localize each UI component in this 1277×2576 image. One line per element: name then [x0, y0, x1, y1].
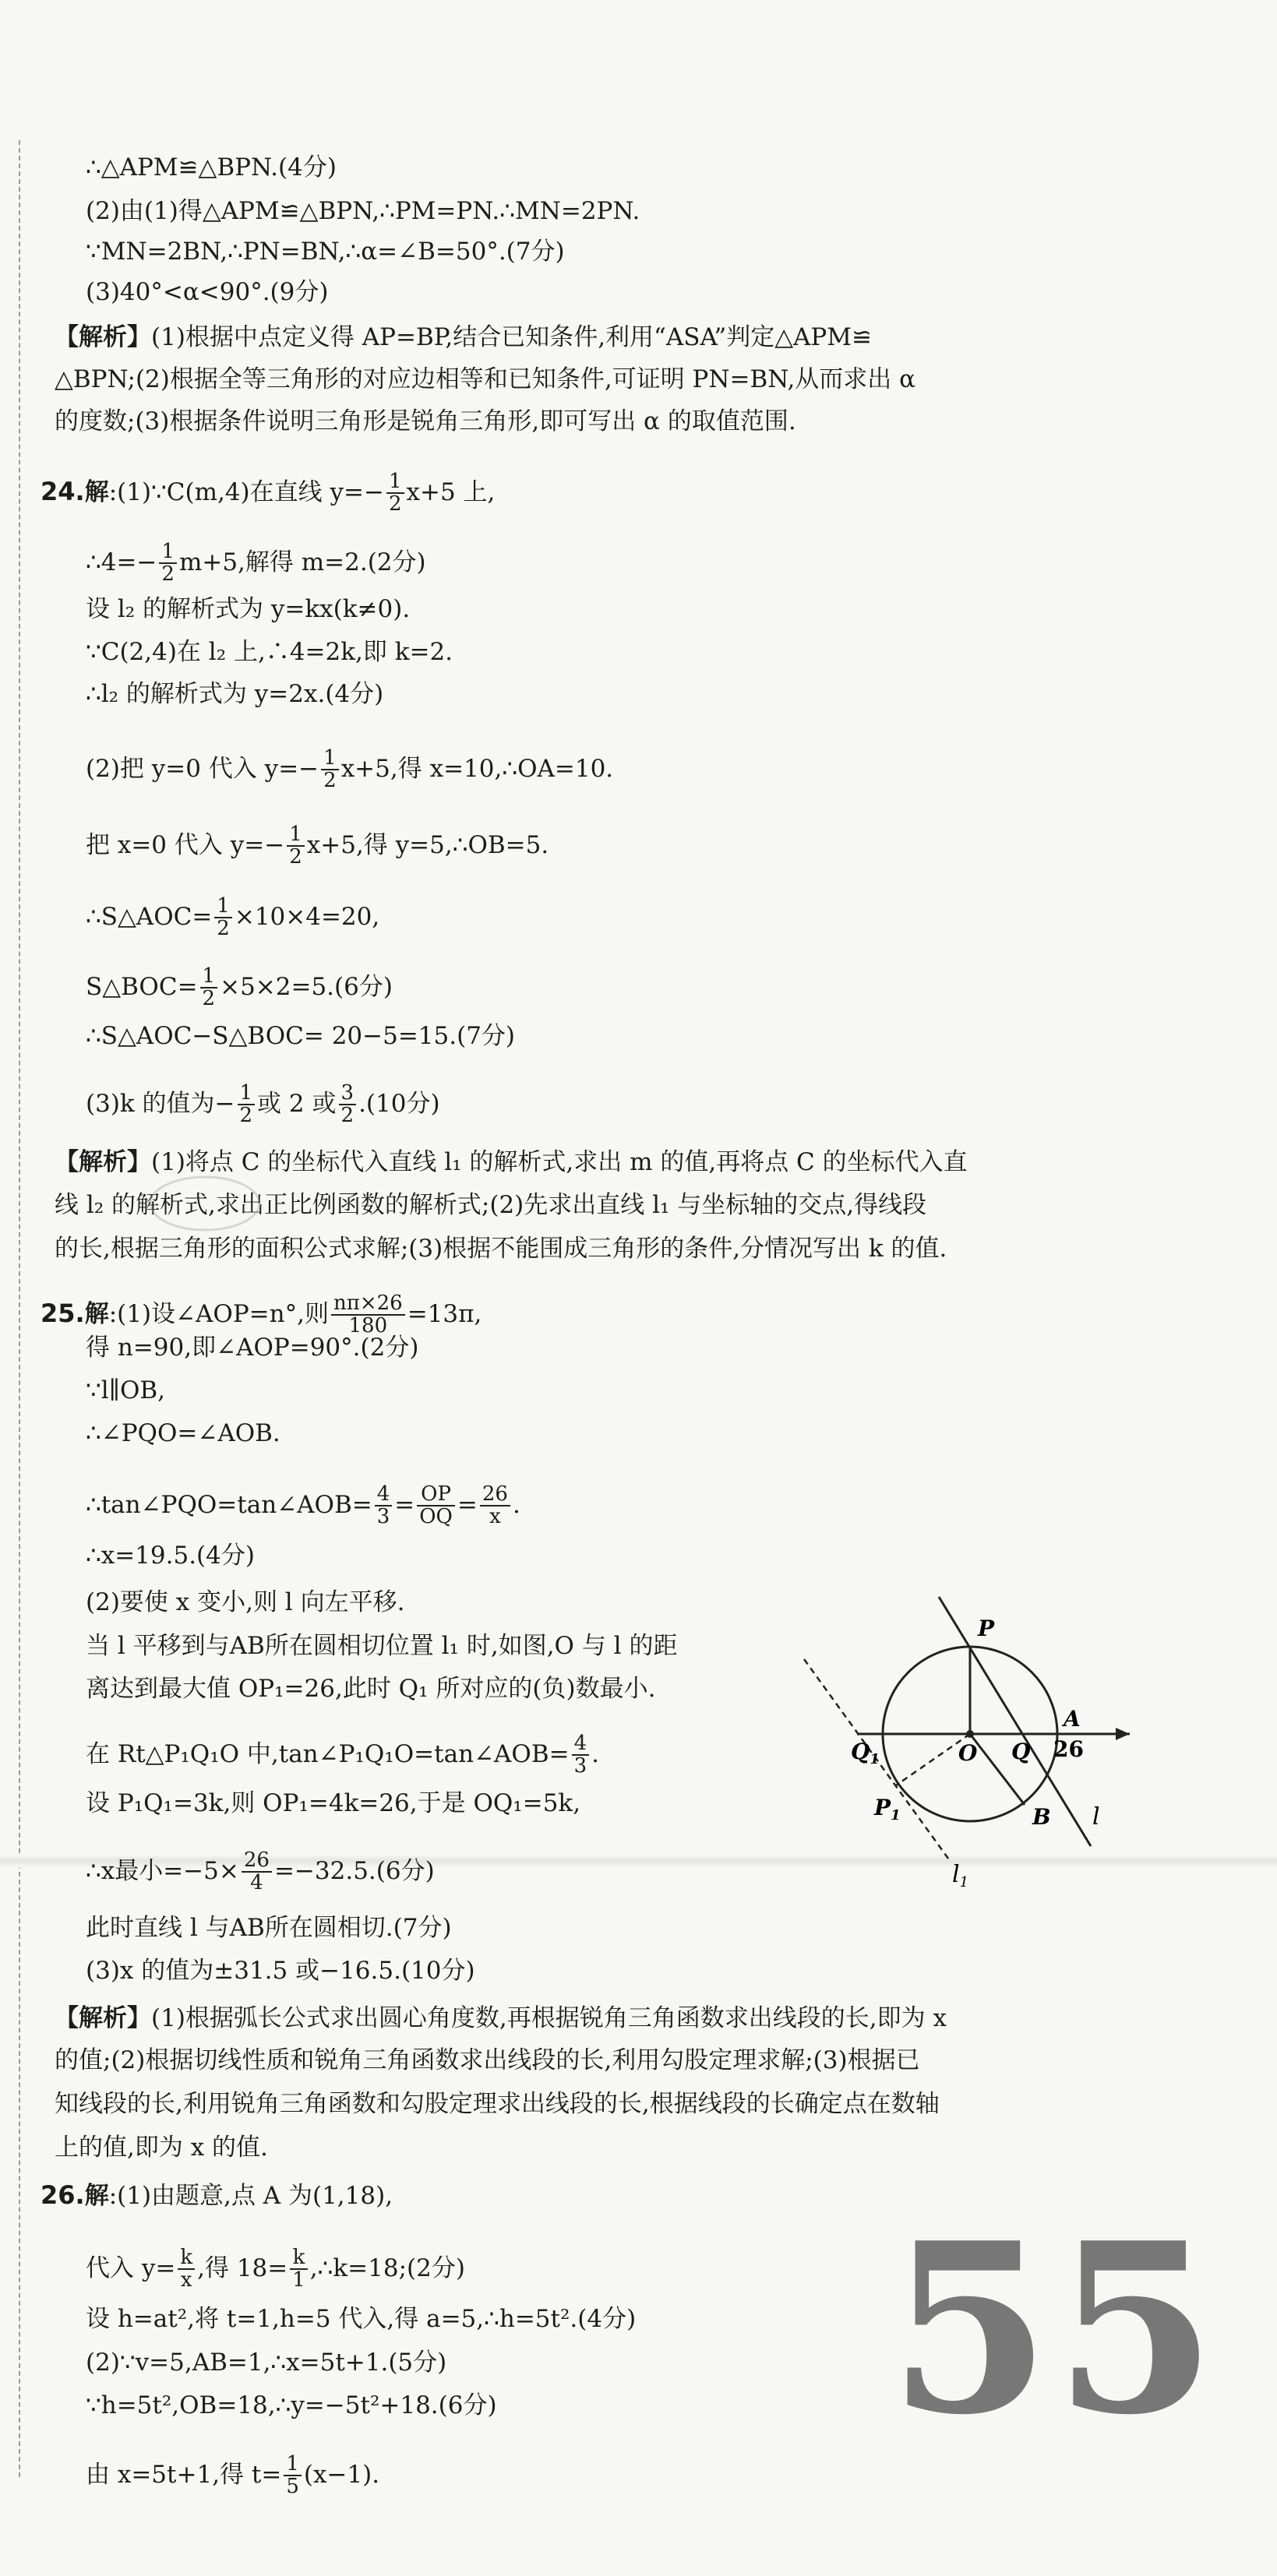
text-line: (3)40°<α<90°.(9分): [86, 278, 329, 306]
analysis-tag: 【解析】: [55, 323, 151, 351]
text-line: 由 x=5t+1,得 t= $\frac{1}{5}$ (x−1).: [86, 2452, 380, 2499]
text-line: 得 n=90,即∠AOP=90°.(2分): [86, 1334, 419, 1362]
label-l: l: [1092, 1803, 1100, 1831]
text-line: 【解析】(1)根据弧长公式求出圆心角度数,再根据锐角三角函数求出线段的长,即为 x: [55, 2004, 947, 2032]
text-line: 离达到最大值 OP₁=26,此时 Q₁ 所对应的(负)数最小.: [86, 1675, 656, 1703]
text-line: ∴tan∠PQO=tan∠AOB= $\frac{4}{3}$ = $\frac{OP}{OQ}$ = $\frac{26}{x}$ .: [86, 1482, 520, 1529]
text-line: (2)由(1)得△APM≌△BPN,∴PM=PN.∴MN=2PN.: [86, 197, 640, 225]
text-line: 的值;(2)根据切线性质和锐角三角函数求出线段的长,利用勾股定理求解;(3)根据已: [55, 2046, 920, 2074]
solution-head: 解: [84, 2182, 109, 2210]
page-number: 55: [888, 2191, 1220, 2466]
solution-head: 解: [84, 1299, 109, 1328]
text-line: 24.解:(1)∵C(m,4)在直线 y=− $\frac{1}{2}$ x+5 上,: [41, 470, 496, 516]
label-A: A: [1064, 1706, 1081, 1732]
text-line: 的长,根据三角形的面积公式求解;(3)根据不能围成三角形的条件,分情况写出 k 的值.: [55, 1235, 947, 1263]
fraction: $\frac{n\pi\times 26}{180}$: [331, 1293, 405, 1337]
text-line: ∴x=19.5.(4分): [86, 1542, 255, 1570]
text-line: ∵MN=2BN,∴PN=BN,∴α=∠B=50°.(7分): [86, 238, 565, 266]
fraction: $\frac{4}{3}$: [375, 1484, 393, 1528]
fraction: $\frac{k}{x}$: [178, 2247, 195, 2292]
text-line: ∴△APM≌△BPN.(4分): [86, 153, 337, 181]
text-line: ∵l∥OB,: [86, 1376, 166, 1404]
text-line: (3)k 的值为− $\frac{1}{2}$ 或 2 或 $\frac{3}{2}$ .(10分): [86, 1081, 440, 1128]
label-O: O: [958, 1740, 978, 1766]
label-P1: $P_1$: [874, 1795, 901, 1824]
geometry-figure: [803, 1581, 1145, 1893]
fraction: $\frac{1}{5}$: [284, 2454, 302, 2498]
label-Q: Q: [1011, 1739, 1031, 1764]
text-line: ∵C(2,4)在 l₂ 上,∴4=2k,即 k=2.: [86, 638, 453, 666]
text-line: S△BOC= $\frac{1}{2}$ ×5×2=5.(6分): [86, 964, 393, 1011]
text-line: 线 l₂ 的解析式,求出正比例函数的解析式;(2)先求出直线 l₁ 与坐标轴的交点,得线段: [55, 1191, 927, 1219]
text-line: ∴S△AOC−S△BOC= 20−5=15.(7分): [86, 1022, 516, 1050]
text-line: 【解析】(1)根据中点定义得 AP=BP,结合已知条件,利用“ASA”判定△APM≌: [55, 323, 873, 351]
fraction: $\frac{26}{x}$: [480, 1484, 510, 1528]
margin-dashed-line: [19, 140, 20, 2477]
fraction: $\frac{4}{3}$: [572, 1733, 590, 1778]
text-line: 【解析】(1)将点 C 的坐标代入直线 l₁ 的解析式,求出 m 的值,再将点 C 的坐标代入直: [55, 1148, 968, 1176]
text-line: (2)∵v=5,AB=1,∴x=5t+1.(5分): [86, 2349, 447, 2377]
text-line: 设 P₁Q₁=3k,则 OP₁=4k=26,于是 OQ₁=5k,: [86, 1789, 581, 1817]
text-line: 此时直线 l 与AB所在圆相切.(7分): [86, 1914, 452, 1942]
text-line: (2)要使 x 变小,则 l 向左平移.: [86, 1588, 405, 1616]
faded-stamp: [146, 1172, 263, 1235]
text-line: 当 l 平移到与AB所在圆相切位置 l₁ 时,如图,O 与 l 的距: [86, 1632, 678, 1660]
text-line: 在 Rt△P₁Q₁O 中,tan∠P₁Q₁O=tan∠AOB= $\frac{4}{3}$ .: [86, 1732, 599, 1778]
text-line: 26.解:(1)由题意,点 A 为(1,18),: [41, 2180, 393, 2210]
fraction: $\frac{1}{2}$: [238, 1083, 256, 1127]
text-line: ∴S△AOC= $\frac{1}{2}$ ×10×4=20,: [86, 894, 380, 941]
fraction: $\frac{1}{2}$: [159, 541, 177, 586]
text-line: (3)x 的值为±31.5 或−16.5.(10分): [86, 1957, 475, 1985]
label-l1: $l_1$: [952, 1861, 969, 1891]
text-line: ∴l₂ 的解析式为 y=2x.(4分): [86, 680, 384, 708]
label-26: 26: [1053, 1736, 1084, 1762]
point-O: [966, 1730, 974, 1738]
fraction: $\frac{OP}{OQ}$: [417, 1484, 455, 1528]
question-number: 25.: [41, 1298, 85, 1328]
axis-arrow: [1116, 1728, 1130, 1740]
text-line: 设 h=at²,将 t=1,h=5 代入,得 a=5,∴h=5t².(4分): [86, 2305, 637, 2333]
text-line: △BPN;(2)根据全等三角形的对应边相等和已知条件,可证明 PN=BN,从而求出 α: [55, 365, 916, 393]
fraction: $\frac{26}{4}$: [242, 1850, 272, 1894]
analysis-tag: 【解析】: [55, 1148, 151, 1176]
text-line: ∵h=5t²,OB=18,∴y=−5t²+18.(6分): [86, 2391, 497, 2419]
text-line: 设 l₂ 的解析式为 y=kx(k≠0).: [86, 595, 411, 623]
text-line: 的度数;(3)根据条件说明三角形是锐角三角形,即可写出 α 的取值范围.: [55, 407, 796, 435]
text-line: 代入 y= $\frac{k}{x}$ ,得 18= $\frac{k}{1}$ ,∴k=18;(2分): [86, 2246, 465, 2292]
text-line: 上的值,即为 x 的值.: [55, 2134, 268, 2162]
text-line: (2)把 y=0 代入 y=− $\frac{1}{2}$ x+5,得 x=10,∴OA=10.: [86, 746, 614, 793]
text-line: 把 x=0 代入 y=− $\frac{1}{2}$ x+5,得 y=5,∴OB=5.: [86, 823, 549, 869]
question-number: 24.: [41, 476, 85, 506]
fraction: $\frac{1}{2}$: [287, 824, 305, 869]
text-line: ∴x最小=−5× $\frac{26}{4}$ =−32.5.(6分): [86, 1848, 435, 1895]
fraction: $\frac{3}{2}$: [339, 1083, 357, 1127]
analysis-tag: 【解析】: [55, 2004, 151, 2032]
text-line: 知线段的长,利用锐角三角函数和勾股定理求出线段的长,根据线段的长确定点在数轴: [55, 2090, 940, 2118]
fraction: $\frac{1}{2}$: [200, 966, 218, 1010]
label-B: B: [1032, 1804, 1051, 1830]
fraction: $\frac{1}{2}$: [386, 471, 404, 516]
text-line: 25.解:(1)设∠AOP=n°,则 $\frac{n\pi\times 26}{180}$ =13π,: [41, 1292, 482, 1338]
solution-head: 解: [84, 477, 109, 506]
fraction: $\frac{k}{1}$: [290, 2247, 308, 2292]
fraction: $\frac{1}{2}$: [214, 896, 232, 940]
question-number: 26.: [41, 2180, 85, 2210]
text-line: ∴∠PQO=∠AOB.: [86, 1419, 280, 1447]
label-Q1: $Q_1$: [851, 1739, 880, 1767]
fraction: $\frac{1}{2}$: [321, 748, 339, 792]
label-P: P: [978, 1616, 995, 1641]
text-line: ∴4=− $\frac{1}{2}$ m+5,解得 m=2.(2分): [86, 540, 426, 587]
